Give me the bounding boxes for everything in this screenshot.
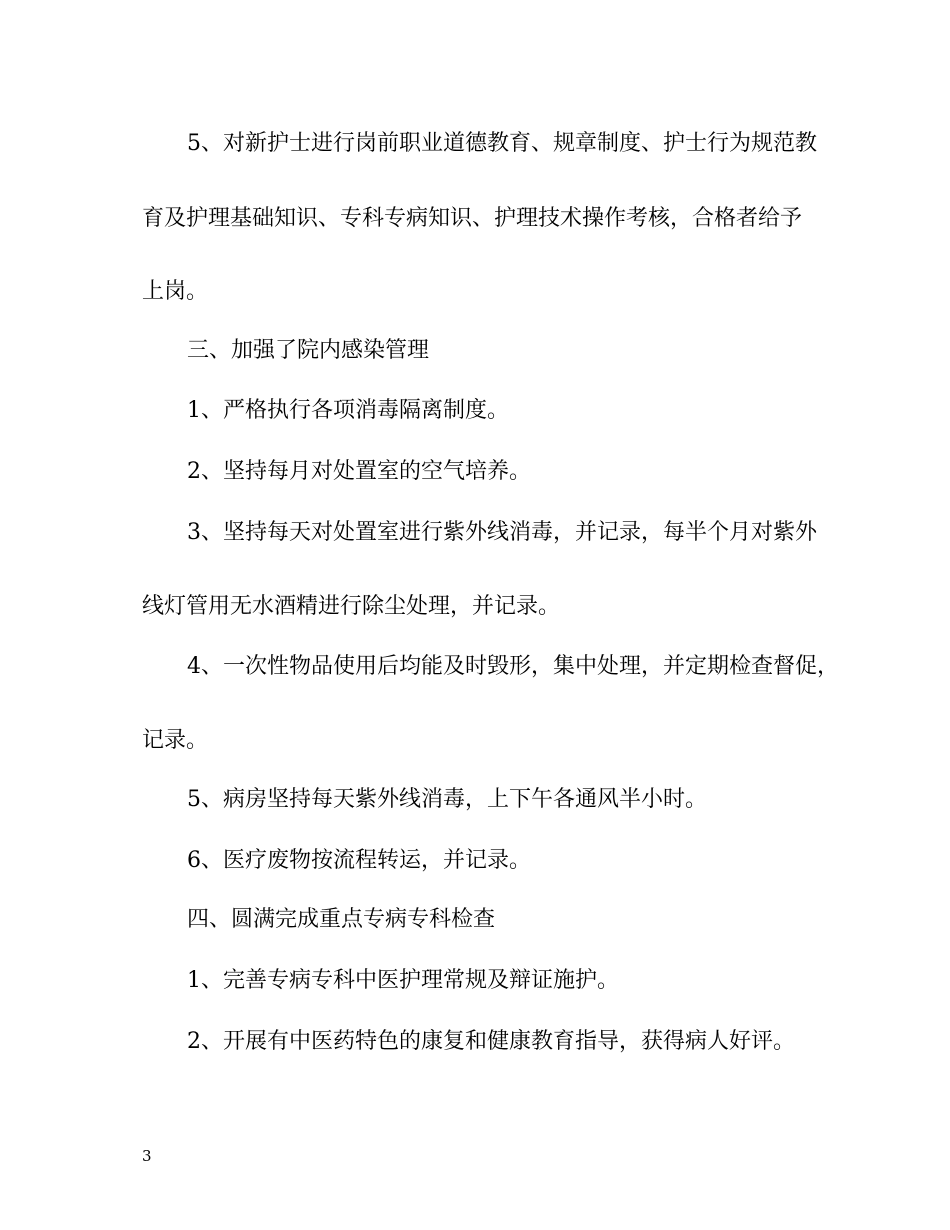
text-line: 线灯管用无水酒精进行除尘处理，并记录。 bbox=[142, 594, 561, 619]
text-line: 4、一次性物品使用后均能及时毁形，集中处理，并定期检查督促， bbox=[187, 654, 839, 679]
section-heading: 四、圆满完成重点专病专科检查 bbox=[187, 907, 496, 932]
text-line: 记录。 bbox=[142, 728, 209, 753]
page-number: 3 bbox=[142, 1147, 152, 1165]
section-heading: 三、加强了院内感染管理 bbox=[187, 338, 430, 363]
text-line: 上岗。 bbox=[142, 279, 209, 304]
text-line: 2、坚持每月对处置室的空气培养。 bbox=[187, 459, 531, 484]
text-line: 育及护理基础知识、专科专病知识、护理技术操作考核，合格者给予 bbox=[142, 206, 803, 231]
text-line: 1、完善专病专科中医护理常规及辩证施护。 bbox=[187, 968, 619, 993]
text-line: 2、开展有中医药特色的康复和健康教育指导，获得病人好评。 bbox=[187, 1029, 795, 1054]
text-line: 5、对新护士进行岗前职业道德教育、规章制度、护士行为规范教 bbox=[187, 131, 817, 156]
text-line: 6、医疗废物按流程转运，并记录。 bbox=[187, 848, 531, 873]
text-line: 5、病房坚持每天紫外线消毒，上下午各通风半小时。 bbox=[187, 787, 707, 812]
text-line: 3、坚持每天对处置室进行紫外线消毒，并记录，每半个月对紫外 bbox=[187, 520, 817, 545]
text-line: 1、严格执行各项消毒隔离制度。 bbox=[187, 398, 509, 423]
